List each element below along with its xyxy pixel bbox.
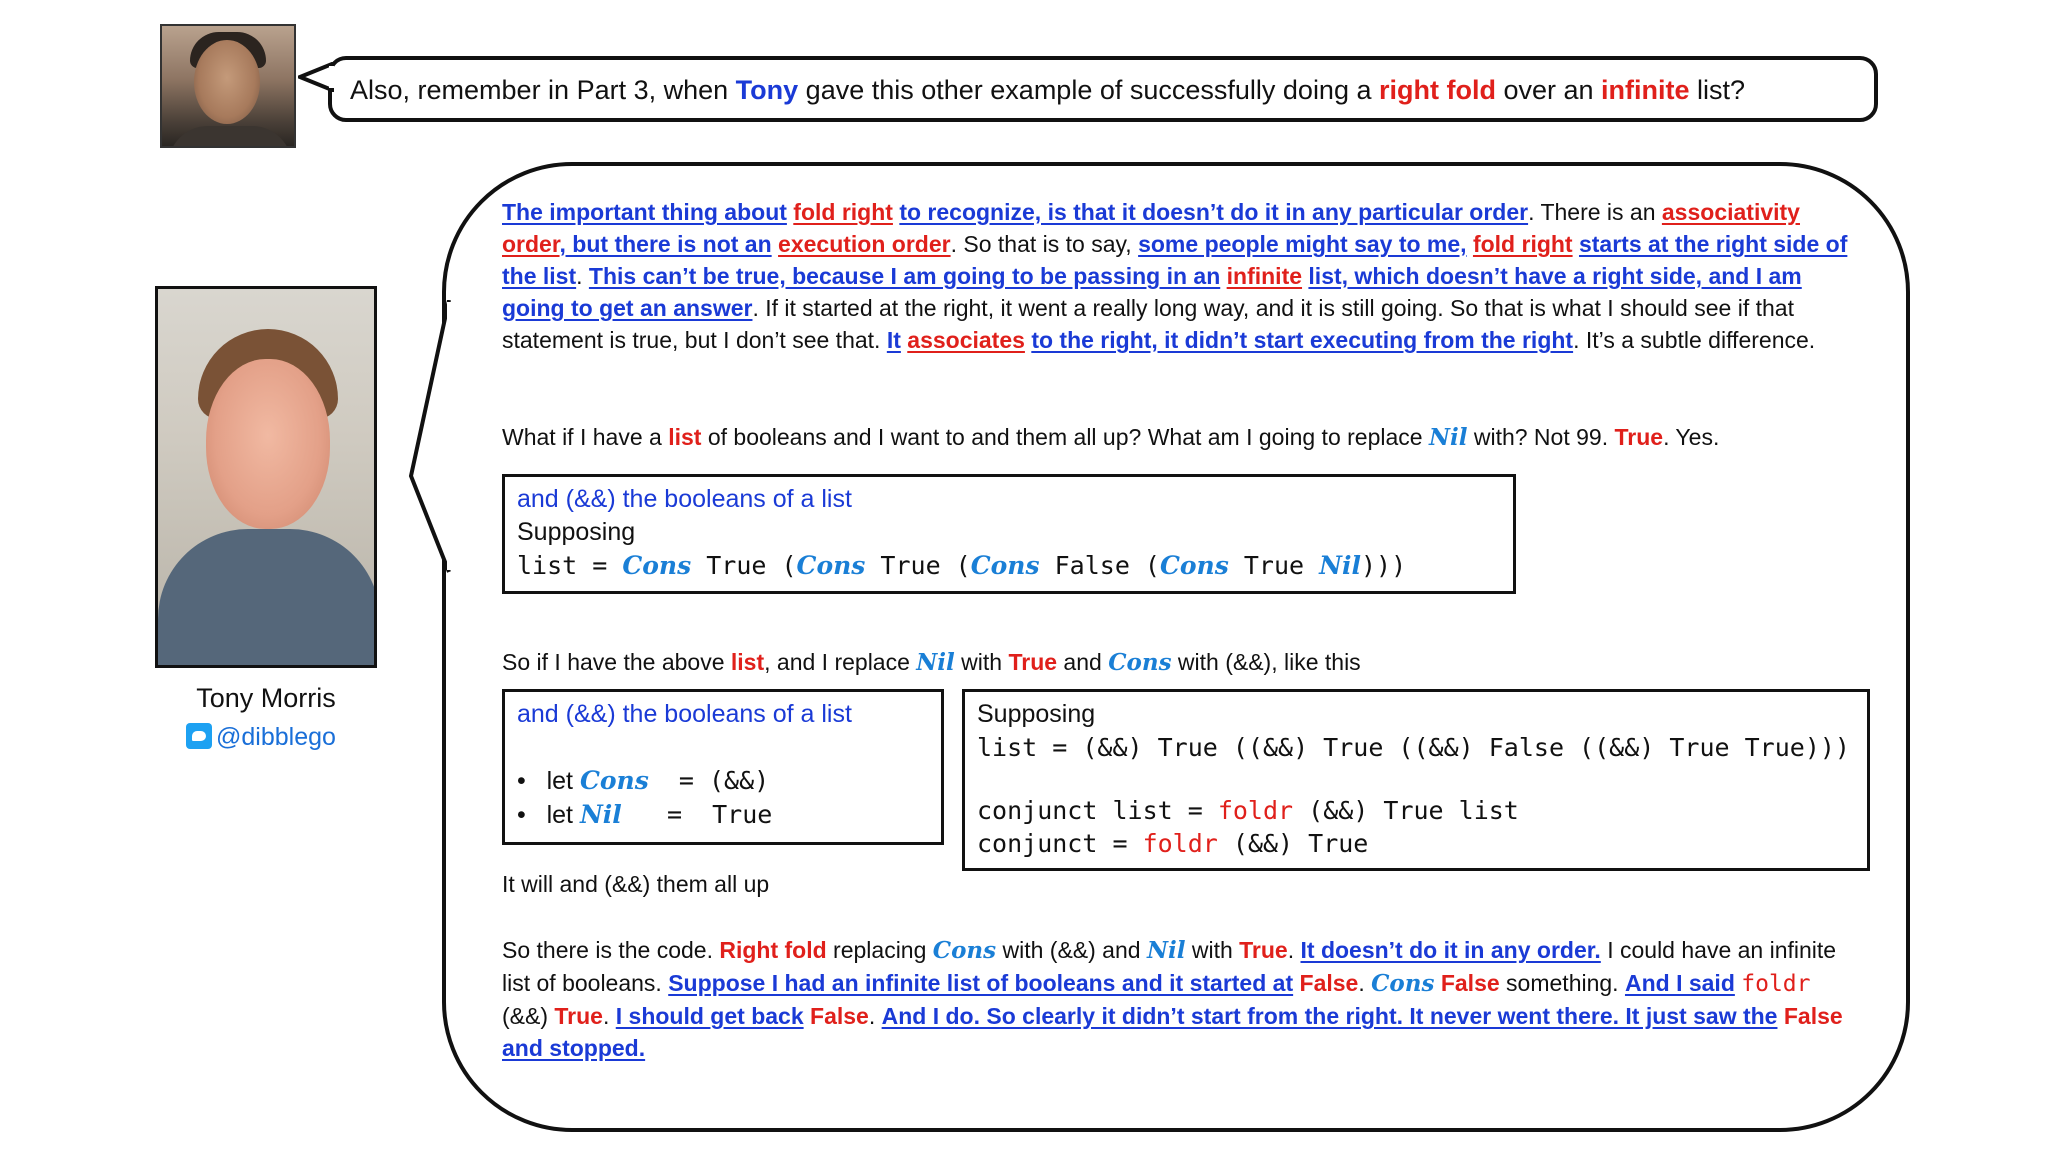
- speaker-name: Tony Morris: [196, 683, 336, 713]
- paragraph-fold-right-order: The important thing about fold right to recognize, is that it doesn’t do it in any particular order. There is an associativity order, but there is not an execution order. So that is to say, some people might say to me, fold right starts at the right side of the list. This can’t be true, because I am going to be passing in an infinite list, which doesn’t have a right side, and I am going to get an answer. If it started at the right, it went a really long way, and it is still going. So that is what I should see if that statement is true, but I don’t see that. It associates to the right, it didn’t start executing from the right. It’s a subtle difference.: [502, 199, 1848, 353]
- answer-bubble-tail: [405, 300, 455, 580]
- code-box-list-definition: [502, 474, 1516, 594]
- code-box-conjunct: [962, 689, 1870, 871]
- question-bubble: [328, 56, 1878, 122]
- code-line: conjunct = foldr (&&) True: [977, 829, 1369, 858]
- twitter-handle[interactable]: @dibblego: [186, 723, 336, 752]
- code-line: list = (&&) True ((&&) True ((&&) False ((&&) True True))): [977, 733, 1850, 762]
- code-line: conjunct list = foldr (&&) True list: [977, 796, 1519, 825]
- paragraph-and-them-up: It will and (&&) them all up: [502, 871, 770, 897]
- list-item: • let Cons = (&&): [517, 766, 770, 795]
- box-title: and (&&) the booleans of a list: [517, 700, 852, 728]
- code-box-replacements: [502, 689, 944, 845]
- twitter-icon: [186, 723, 212, 749]
- paragraph-conclusion: So there is the code. Right fold replacing Cons with (&&) and Nil with True. It doesn’t do it in any order. I could have an infinite list of booleans. Suppose I had an infinite list of booleans and it started at False. Cons False something. And I said foldr (&&) True. I should get back False. And I do. So clearly it didn’t start from the right. It never went there. It just saw the False and stopped.: [502, 937, 1843, 1061]
- code-line: list = Cons True (Cons True (Cons False (Cons True Nil))): [517, 551, 1407, 580]
- question-text: Also, remember in Part 3, when Tony gave this other example of successfully doing a right fold over an infinite list?: [350, 75, 1746, 105]
- paragraph-replace: So if I have the above list, and I replace Nil with True and Cons with (&&), like this: [502, 649, 1361, 676]
- question-bubble-tail: [298, 62, 334, 92]
- box-subtitle: Supposing: [977, 700, 1096, 728]
- box-title: and (&&) the booleans of a list: [517, 485, 852, 513]
- box-subtitle: Supposing: [517, 518, 636, 546]
- list-item: • let Nil = True: [517, 800, 773, 829]
- speaker-photo: [155, 286, 377, 668]
- paragraph-booleans-question: What if I have a list of booleans and I want to and them all up? What am I going to replace Nil with? Not 99. True. Yes.: [502, 424, 1720, 451]
- questioner-avatar: [160, 24, 296, 148]
